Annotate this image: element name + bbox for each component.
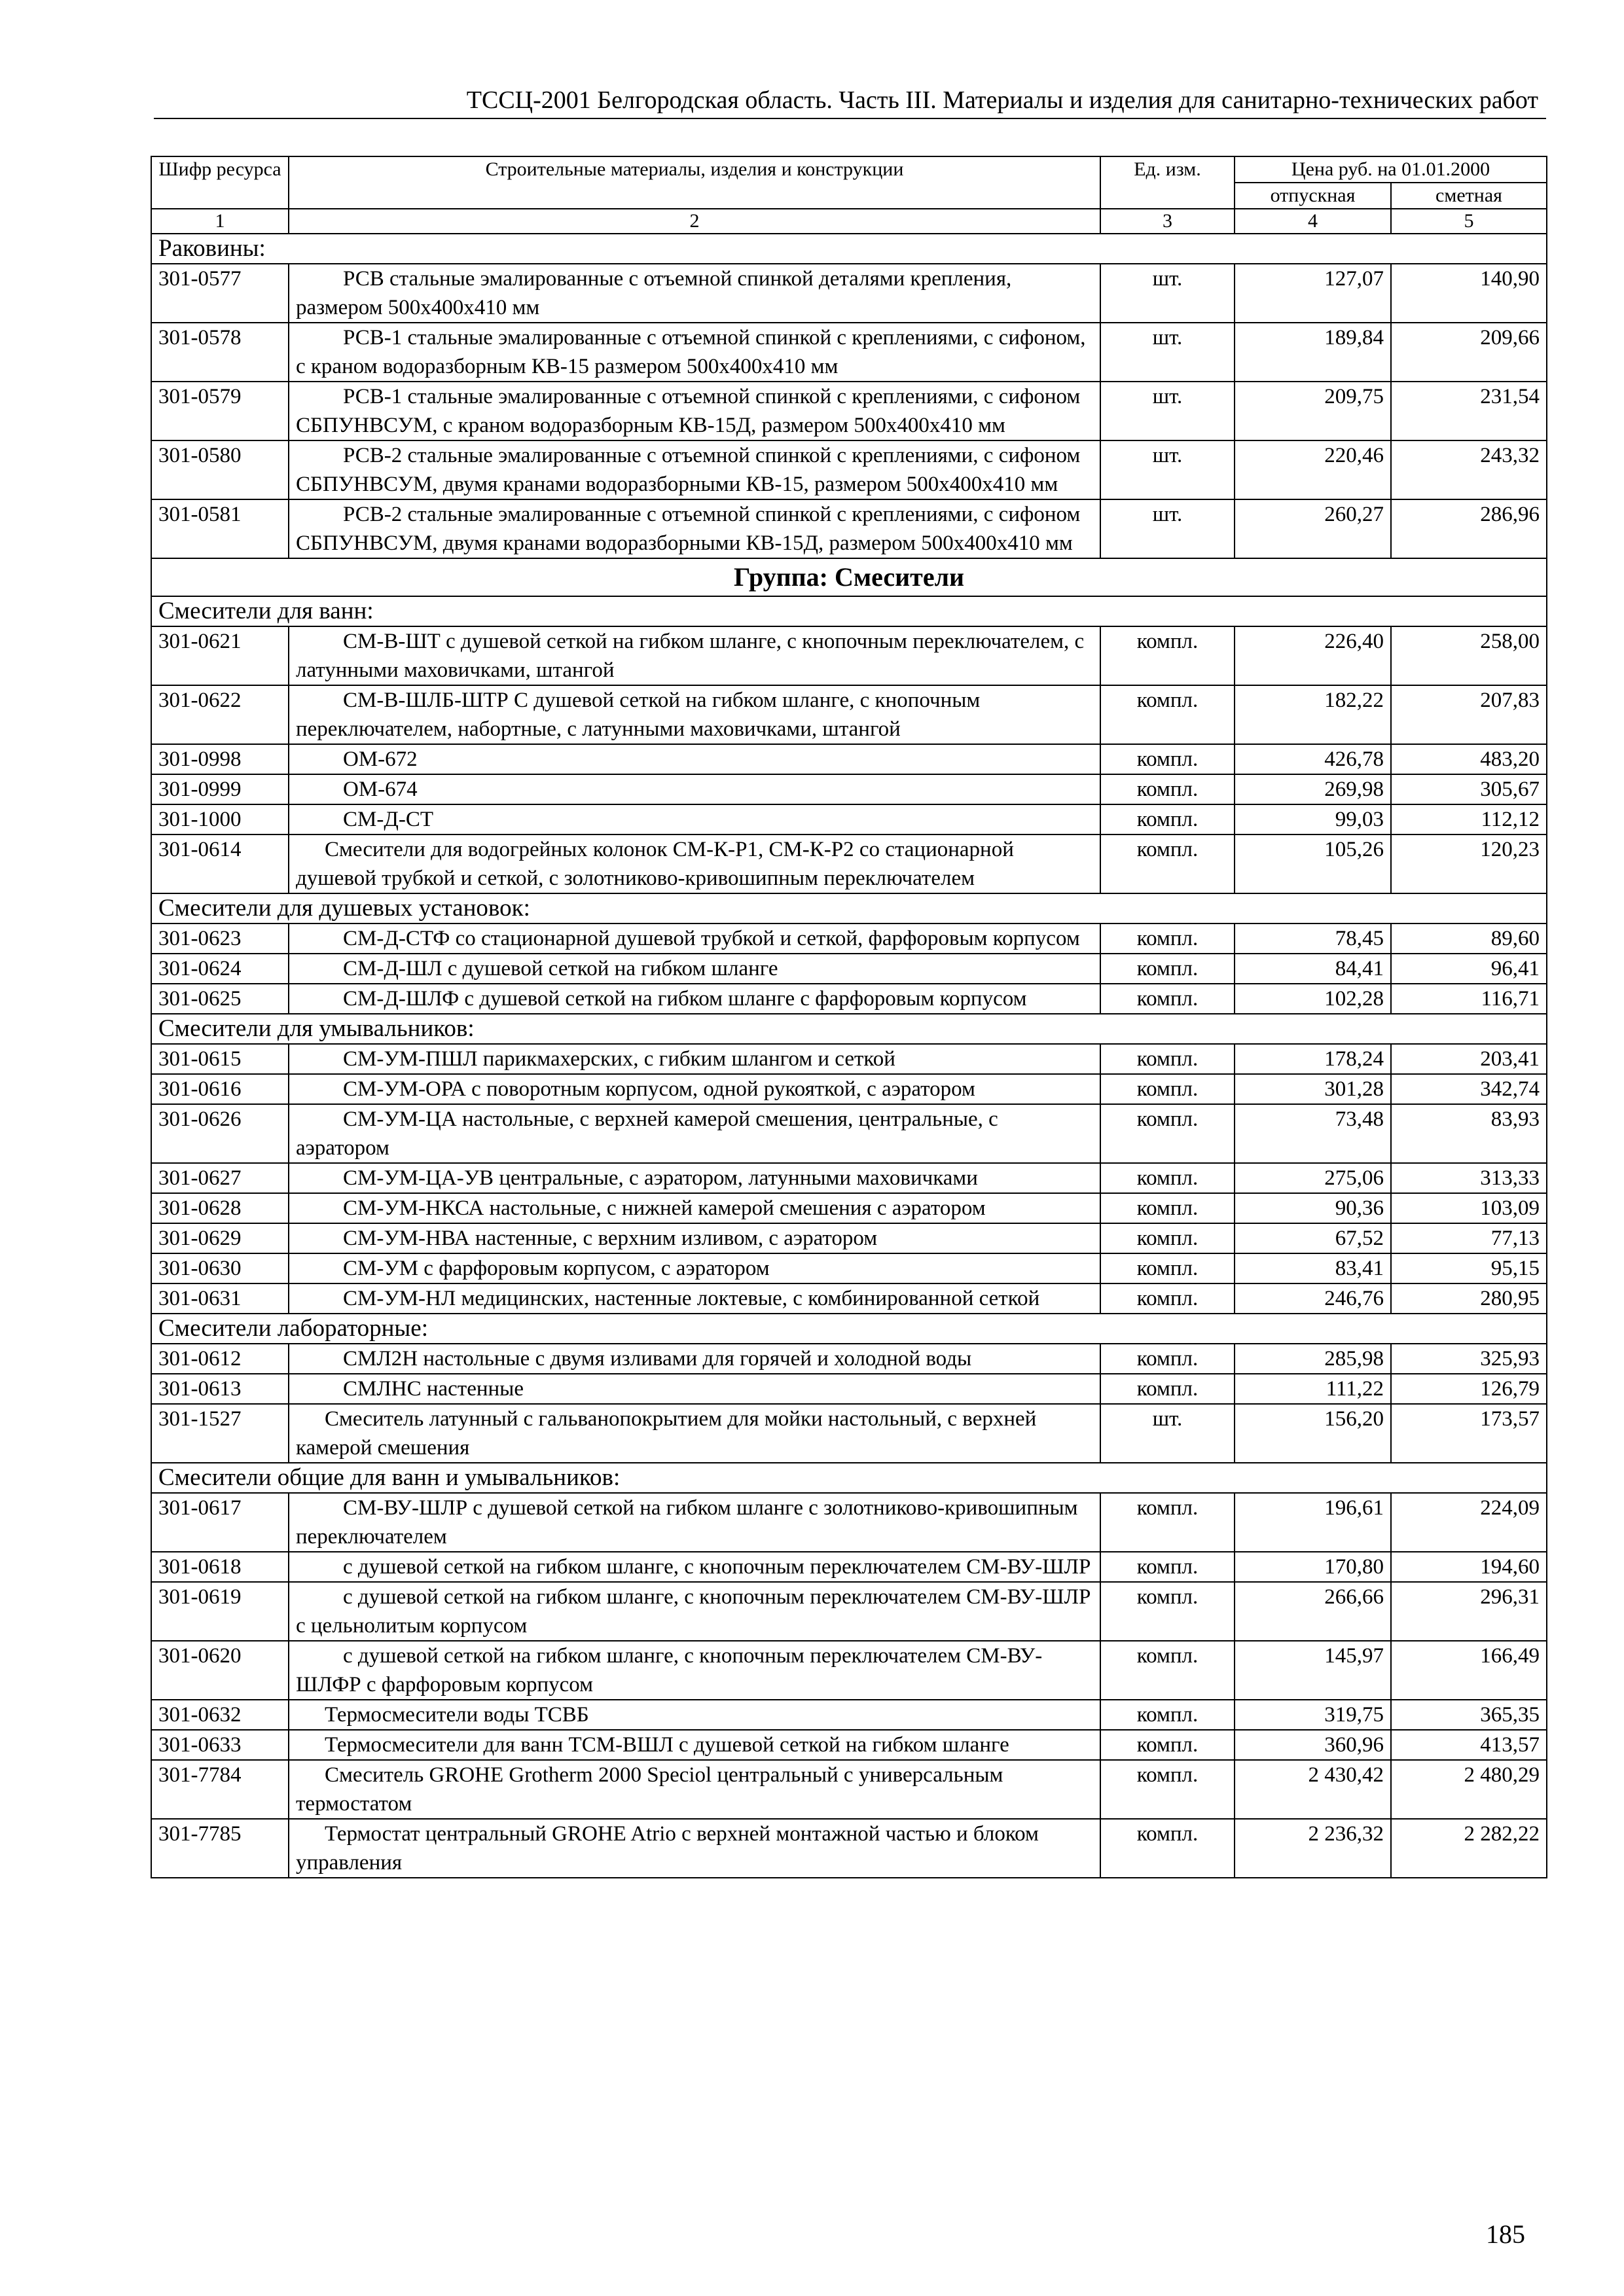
material-name: ОМ-672 — [289, 744, 1100, 774]
unit-cell: компл. — [1100, 1493, 1235, 1552]
estimate-price: 286,96 — [1391, 499, 1547, 558]
table-row — [151, 1223, 1547, 1253]
unit-cell: компл. — [1100, 685, 1235, 744]
resource-code: 301-0631 — [151, 1283, 289, 1314]
unit-cell: компл. — [1100, 1283, 1235, 1314]
table-row — [151, 1552, 1547, 1582]
release-price: 84,41 — [1235, 954, 1391, 984]
estimate-price: 224,09 — [1391, 1493, 1547, 1552]
table-row — [151, 1819, 1547, 1878]
material-name: Термосмесители для ванн ТСМ-ВШЛ с душевой сеткой на гибком шланге — [289, 1730, 1100, 1760]
unit-cell: компл. — [1100, 626, 1235, 685]
release-price: 127,07 — [1235, 264, 1391, 323]
section-title: Смесители для умывальников: — [151, 1014, 1547, 1044]
unit-cell: шт. — [1100, 499, 1235, 558]
unit-cell: компл. — [1100, 1374, 1235, 1404]
release-price: 319,75 — [1235, 1700, 1391, 1730]
release-price: 266,66 — [1235, 1582, 1391, 1641]
unit-cell: компл. — [1100, 1104, 1235, 1163]
estimate-price: 126,79 — [1391, 1374, 1547, 1404]
resource-code: 301-0626 — [151, 1104, 289, 1163]
section-bath-mixers — [151, 596, 1547, 893]
release-price: 178,24 — [1235, 1044, 1391, 1074]
unit-cell: компл. — [1100, 774, 1235, 804]
table-row — [151, 1582, 1547, 1641]
unit-cell: компл. — [1100, 1344, 1235, 1374]
section-title: Смесители для душевых установок: — [151, 893, 1547, 924]
section-title-row — [151, 596, 1547, 626]
table-row — [151, 626, 1547, 685]
unit-cell: компл. — [1100, 1044, 1235, 1074]
material-name: СМ-Д-СТФ со стационарной душевой трубкой и сеткой, фарфоровым корпусом — [289, 924, 1100, 954]
material-name: СМ-УМ-ОРА с поворотным корпусом, одной рукояткой, с аэратором — [289, 1074, 1100, 1104]
estimate-price: 296,31 — [1391, 1582, 1547, 1641]
resource-code: 301-0615 — [151, 1044, 289, 1074]
resource-code: 301-0577 — [151, 264, 289, 323]
table-row — [151, 499, 1547, 558]
header-rule — [154, 118, 1546, 119]
material-name: СМ-В-ШТ с душевой сеткой на гибком шланге, с кнопочным переключателем, с латунными маховичками, штангой — [289, 626, 1100, 685]
section-title: Раковины: — [151, 234, 1547, 264]
estimate-price: 231,54 — [1391, 382, 1547, 440]
unit-cell: шт. — [1100, 382, 1235, 440]
material-name: СМЛНС настенные — [289, 1374, 1100, 1404]
unit-cell: компл. — [1100, 1700, 1235, 1730]
estimate-price: 140,90 — [1391, 264, 1547, 323]
unit-cell: компл. — [1100, 1163, 1235, 1193]
resource-code: 301-0622 — [151, 685, 289, 744]
resource-code: 301-0619 — [151, 1582, 289, 1641]
section-title-row — [151, 234, 1547, 264]
material-name: РСВ стальные эмалированные с отъемной спинкой деталями крепления, размером 500х400х410 мм — [289, 264, 1100, 323]
release-price: 83,41 — [1235, 1253, 1391, 1283]
resource-code: 301-1527 — [151, 1404, 289, 1463]
estimate-price: 173,57 — [1391, 1404, 1547, 1463]
table-row — [151, 1104, 1547, 1163]
release-price: 196,61 — [1235, 1493, 1391, 1552]
material-name: РСВ-2 стальные эмалированные с отъемной спинкой с креплениями, с сифоном СБПУНВСУМ, двумя кранами водоразборными КВ-15, размером 500х400х410 мм — [289, 440, 1100, 499]
unit-cell: шт. — [1100, 323, 1235, 382]
material-name: СМ-УМ-ЦА настольные, с верхней камерой смешения, центральные, с аэратором — [289, 1104, 1100, 1163]
resource-code: 301-0999 — [151, 774, 289, 804]
resource-code: 301-0629 — [151, 1223, 289, 1253]
release-price: 275,06 — [1235, 1163, 1391, 1193]
section-sinks — [151, 234, 1547, 558]
material-name: с душевой сеткой на гибком шланге, с кнопочным переключателем СМ-ВУ-ШЛР — [289, 1552, 1100, 1582]
unit-cell: шт. — [1100, 440, 1235, 499]
table-row — [151, 924, 1547, 954]
col-header-estimate: сметная — [1391, 183, 1547, 209]
table-row — [151, 1193, 1547, 1223]
table-row — [151, 440, 1547, 499]
section-title-row — [151, 1014, 1547, 1044]
unit-cell: компл. — [1100, 1074, 1235, 1104]
material-name: РСВ-1 стальные эмалированные с отъемной спинкой с креплениями, с сифоном СБПУНВСУМ, с краном водоразборным КВ-15Д, размером 500х400х410 мм — [289, 382, 1100, 440]
group-title: Группа: Смесители — [151, 558, 1547, 596]
material-name: ОМ-674 — [289, 774, 1100, 804]
col-header-price: Цена руб. на 01.01.2000 — [1235, 156, 1547, 183]
release-price: 182,22 — [1235, 685, 1391, 744]
release-price: 301,28 — [1235, 1074, 1391, 1104]
release-price: 111,22 — [1235, 1374, 1391, 1404]
table-row — [151, 1163, 1547, 1193]
estimate-price: 96,41 — [1391, 954, 1547, 984]
table-row — [151, 1493, 1547, 1552]
material-name: СМ-Д-ШЛ с душевой сеткой на гибком шланге — [289, 954, 1100, 984]
unit-cell: компл. — [1100, 744, 1235, 774]
material-name: Смеситель латунный с гальванопокрытием для мойки настольный, с верхней камерой смешения — [289, 1404, 1100, 1463]
estimate-price: 280,95 — [1391, 1283, 1547, 1314]
resource-code: 301-0621 — [151, 626, 289, 685]
release-price: 170,80 — [1235, 1552, 1391, 1582]
material-name: с душевой сеткой на гибком шланге, с кнопочным переключателем СМ-ВУ-ШЛР с цельнолитым корпусом — [289, 1582, 1100, 1641]
estimate-price: 325,93 — [1391, 1344, 1547, 1374]
estimate-price: 103,09 — [1391, 1193, 1547, 1223]
release-price: 105,26 — [1235, 834, 1391, 893]
resource-code: 301-0628 — [151, 1193, 289, 1223]
estimate-price: 83,93 — [1391, 1104, 1547, 1163]
material-name: СМ-УМ-ПШЛ парикмахерских, с гибким шлангом и сеткой — [289, 1044, 1100, 1074]
release-price: 102,28 — [1235, 984, 1391, 1014]
resource-code: 301-0623 — [151, 924, 289, 954]
release-price: 73,48 — [1235, 1104, 1391, 1163]
unit-cell: компл. — [1100, 1760, 1235, 1819]
resource-code: 301-0618 — [151, 1552, 289, 1582]
material-name: РСВ-2 стальные эмалированные с отъемной спинкой с креплениями, с сифоном СБПУНВСУМ, двумя кранами водоразборными КВ-15Д, размером 500х400х410 мм — [289, 499, 1100, 558]
material-name: Смеситель GROHE Grotherm 2000 Speciol центральный с универсальным термостатом — [289, 1760, 1100, 1819]
estimate-price: 116,71 — [1391, 984, 1547, 1014]
release-price: 67,52 — [1235, 1223, 1391, 1253]
unit-cell: компл. — [1100, 954, 1235, 984]
release-price: 226,40 — [1235, 626, 1391, 685]
release-price: 426,78 — [1235, 744, 1391, 774]
page-header: ТССЦ-2001 Белгородская область. Часть III. Материалы и изделия для санитарно-технических работ — [466, 86, 1538, 114]
unit-cell: компл. — [1100, 1819, 1235, 1878]
price-table — [151, 156, 1547, 1878]
resource-code: 301-0998 — [151, 744, 289, 774]
release-price: 189,84 — [1235, 323, 1391, 382]
table-row — [151, 1074, 1547, 1104]
table-row — [151, 1404, 1547, 1463]
material-name: СМ-В-ШЛБ-ШТР С душевой сеткой на гибком шланге, с кнопочным переключателем, набортные, с латунными маховичками, штангой — [289, 685, 1100, 744]
table-row — [151, 1283, 1547, 1314]
resource-code: 301-0624 — [151, 954, 289, 984]
estimate-price: 2 282,22 — [1391, 1819, 1547, 1878]
release-price: 2 430,42 — [1235, 1760, 1391, 1819]
resource-code: 301-0620 — [151, 1641, 289, 1700]
material-name: Термосмесители воды ТСВБ — [289, 1700, 1100, 1730]
estimate-price: 194,60 — [1391, 1552, 1547, 1582]
material-name: Смесители для водогрейных колонок СМ-К-Р1, СМ-К-Р2 со стационарной душевой трубкой и сеткой, с золотниково-кривошипным переключателем — [289, 834, 1100, 893]
material-name: СМ-Д-СТ — [289, 804, 1100, 834]
resource-code: 301-0579 — [151, 382, 289, 440]
estimate-price: 313,33 — [1391, 1163, 1547, 1193]
section-common-mixers — [151, 1463, 1547, 1878]
estimate-price: 120,23 — [1391, 834, 1547, 893]
material-name: СМ-УМ-НЛ медицинских, настенные локтевые, с комбинированной сеткой — [289, 1283, 1100, 1314]
unit-cell: компл. — [1100, 1641, 1235, 1700]
unit-cell: компл. — [1100, 1223, 1235, 1253]
resource-code: 301-7784 — [151, 1760, 289, 1819]
material-name: СМ-УМ-НВА настенные, с верхним изливом, с аэратором — [289, 1223, 1100, 1253]
unit-cell: компл. — [1100, 984, 1235, 1014]
resource-code: 301-0632 — [151, 1700, 289, 1730]
release-price: 260,27 — [1235, 499, 1391, 558]
page-number: 185 — [1486, 2219, 1525, 2249]
release-price: 285,98 — [1235, 1344, 1391, 1374]
section-title-row — [151, 893, 1547, 924]
resource-code: 301-0612 — [151, 1344, 289, 1374]
unit-cell: шт. — [1100, 264, 1235, 323]
table-row — [151, 774, 1547, 804]
material-name: с душевой сеткой на гибком шланге, с кнопочным переключателем СМ-ВУ-ШЛФР с фарфоровым корпусом — [289, 1641, 1100, 1700]
unit-cell: шт. — [1100, 1404, 1235, 1463]
table-row — [151, 1253, 1547, 1283]
table-row — [151, 1044, 1547, 1074]
material-name: СМ-УМ с фарфоровым корпусом, с аэратором — [289, 1253, 1100, 1283]
release-price: 78,45 — [1235, 924, 1391, 954]
estimate-price: 207,83 — [1391, 685, 1547, 744]
section-lab-mixers — [151, 1314, 1547, 1463]
estimate-price: 166,49 — [1391, 1641, 1547, 1700]
unit-cell: компл. — [1100, 834, 1235, 893]
estimate-price: 243,32 — [1391, 440, 1547, 499]
table-row — [151, 685, 1547, 744]
col-number: 1 — [151, 209, 289, 234]
release-price: 2 236,32 — [1235, 1819, 1391, 1878]
resource-code: 301-0614 — [151, 834, 289, 893]
estimate-price: 209,66 — [1391, 323, 1547, 382]
col-number: 5 — [1391, 209, 1547, 234]
estimate-price: 2 480,29 — [1391, 1760, 1547, 1819]
col-header-name: Строительные материалы, изделия и конструкции — [289, 156, 1100, 209]
estimate-price: 413,57 — [1391, 1730, 1547, 1760]
table-row — [151, 954, 1547, 984]
unit-cell: компл. — [1100, 1193, 1235, 1223]
unit-cell: компл. — [1100, 1582, 1235, 1641]
estimate-price: 95,15 — [1391, 1253, 1547, 1283]
resource-code: 301-0633 — [151, 1730, 289, 1760]
table-row — [151, 1700, 1547, 1730]
estimate-price: 483,20 — [1391, 744, 1547, 774]
table-row — [151, 1760, 1547, 1819]
resource-code: 301-0578 — [151, 323, 289, 382]
col-header-unit: Ед. изм. — [1100, 156, 1235, 209]
material-name: СМ-ВУ-ШЛР с душевой сеткой на гибком шланге с золотниково-кривошипным переключателем — [289, 1493, 1100, 1552]
resource-code: 301-0580 — [151, 440, 289, 499]
resource-code: 301-0613 — [151, 1374, 289, 1404]
table-row — [151, 984, 1547, 1014]
section-washbasin-mixers — [151, 1014, 1547, 1314]
table-row — [151, 834, 1547, 893]
unit-cell: компл. — [1100, 1730, 1235, 1760]
estimate-price: 342,74 — [1391, 1074, 1547, 1104]
unit-cell: компл. — [1100, 1253, 1235, 1283]
release-price: 156,20 — [1235, 1404, 1391, 1463]
table-row — [151, 1344, 1547, 1374]
resource-code: 301-0581 — [151, 499, 289, 558]
unit-cell: компл. — [1100, 1552, 1235, 1582]
col-number: 4 — [1235, 209, 1391, 234]
col-header-release: отпускная — [1235, 183, 1391, 209]
section-title-row — [151, 1463, 1547, 1493]
material-name: РСВ-1 стальные эмалированные с отъемной спинкой с креплениями, с сифоном, с краном водоразборным КВ-15 размером 500х400х410 мм — [289, 323, 1100, 382]
section-title: Смесители общие для ванн и умывальников: — [151, 1463, 1547, 1493]
col-number: 2 — [289, 209, 1100, 234]
release-price: 220,46 — [1235, 440, 1391, 499]
table-row — [151, 1730, 1547, 1760]
section-title-row — [151, 1314, 1547, 1344]
resource-code: 301-1000 — [151, 804, 289, 834]
estimate-price: 77,13 — [1391, 1223, 1547, 1253]
estimate-price: 365,35 — [1391, 1700, 1547, 1730]
col-number: 3 — [1100, 209, 1235, 234]
material-name: СМЛ2Н настольные с двумя изливами для горячей и холодной воды — [289, 1344, 1100, 1374]
unit-cell: компл. — [1100, 924, 1235, 954]
table-row — [151, 744, 1547, 774]
material-name: СМ-УМ-ЦА-УВ центральные, с аэратором, латунными маховичками — [289, 1163, 1100, 1193]
estimate-price: 89,60 — [1391, 924, 1547, 954]
section-title: Смесители лабораторные: — [151, 1314, 1547, 1344]
material-name: СМ-УМ-НКСА настольные, с нижней камерой смешения с аэратором — [289, 1193, 1100, 1223]
estimate-price: 203,41 — [1391, 1044, 1547, 1074]
resource-code: 301-7785 — [151, 1819, 289, 1878]
release-price: 145,97 — [1235, 1641, 1391, 1700]
table-row — [151, 264, 1547, 323]
material-name: Термостат центральный GROHE Atrio с верхней монтажной частью и блоком управления — [289, 1819, 1100, 1878]
table-row — [151, 1641, 1547, 1700]
release-price: 209,75 — [1235, 382, 1391, 440]
release-price: 269,98 — [1235, 774, 1391, 804]
resource-code: 301-0616 — [151, 1074, 289, 1104]
col-header-code: Шифр ресурса — [151, 156, 289, 209]
table-row — [151, 323, 1547, 382]
release-price: 360,96 — [1235, 1730, 1391, 1760]
unit-cell: компл. — [1100, 804, 1235, 834]
estimate-price: 112,12 — [1391, 804, 1547, 834]
table-row — [151, 804, 1547, 834]
resource-code: 301-0630 — [151, 1253, 289, 1283]
release-price: 99,03 — [1235, 804, 1391, 834]
resource-code: 301-0625 — [151, 984, 289, 1014]
release-price: 90,36 — [1235, 1193, 1391, 1223]
material-name: СМ-Д-ШЛФ с душевой сеткой на гибком шланге с фарфоровым корпусом — [289, 984, 1100, 1014]
table-row — [151, 1374, 1547, 1404]
section-title: Смесители для ванн: — [151, 596, 1547, 626]
section-shower-mixers — [151, 893, 1547, 1014]
resource-code: 301-0617 — [151, 1493, 289, 1552]
release-price: 246,76 — [1235, 1283, 1391, 1314]
resource-code: 301-0627 — [151, 1163, 289, 1193]
estimate-price: 258,00 — [1391, 626, 1547, 685]
table-row — [151, 382, 1547, 440]
estimate-price: 305,67 — [1391, 774, 1547, 804]
